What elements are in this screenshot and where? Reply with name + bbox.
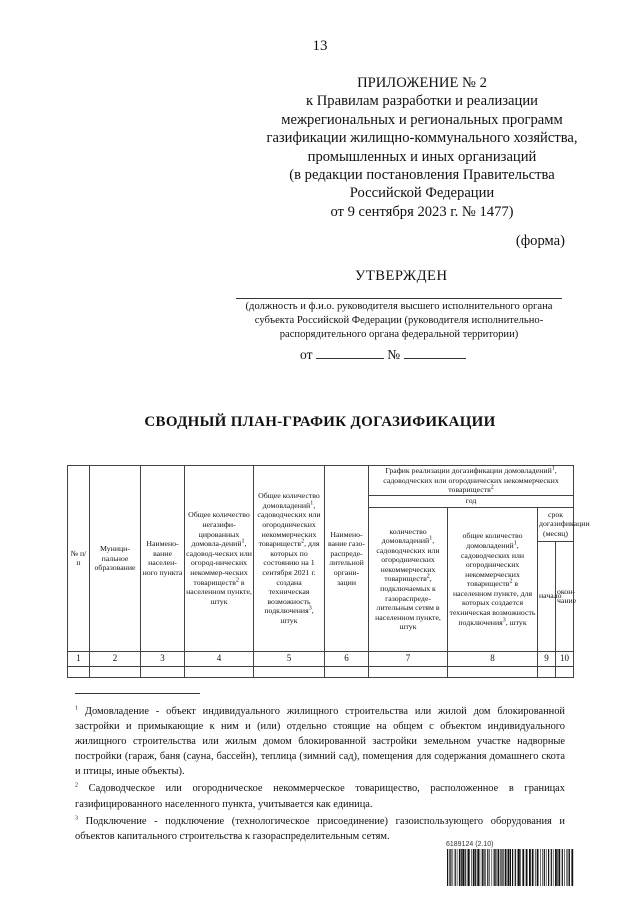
barcode-bar: [540, 849, 541, 886]
table-cell: [68, 666, 90, 677]
table-cell: [185, 666, 254, 677]
header-col-7: количество домовладений$^1$, садоводческих или огороднических некоммерческих товариществ$^2$, подключаемых к газораспреде-лительным сетям в населенном пункте, штук: [369, 507, 448, 651]
barcode-bar: [546, 849, 547, 886]
barcode-bar: [532, 849, 533, 886]
table-cell: [90, 666, 141, 677]
footnotes: [75, 704, 565, 846]
date-prefix: от: [300, 347, 313, 362]
barcode-bar: [571, 849, 573, 886]
barcode-bar: [568, 849, 569, 886]
barcode-bar: [553, 849, 554, 886]
footnote: $^3$ Подключение - подключение (технологическое присоединение) газоиспользующего оборудования и объектов капитального строительства к газораспределительным сетям.: [75, 815, 565, 842]
barcode-bar: [477, 849, 479, 886]
appendix-line: от 9 сентября 2023 г. № 1477): [330, 203, 514, 220]
table-cell: [325, 666, 369, 677]
number-blank: [404, 347, 466, 359]
signature-line: [236, 298, 562, 299]
column-number: 4: [185, 651, 254, 666]
document-title: СВОДНЫЙ ПЛАН-ГРАФИК ДОГАЗИФИКАЦИИ: [144, 414, 496, 430]
appendix-line: межрегиональных и региональных программ: [281, 111, 563, 128]
column-number: 9: [538, 651, 556, 666]
table-cell: [448, 666, 538, 677]
schedule-table: [67, 465, 590, 678]
footnote-separator: [75, 693, 200, 694]
date-blank: [316, 347, 384, 359]
barcode-bar: [562, 849, 563, 886]
form-label: (форма): [515, 233, 565, 249]
barcode-bar: [457, 849, 458, 886]
header-term: срок догазификации (месяц): [538, 507, 574, 541]
signature-caption: (должность и ф.и.о. руководителя высшего исполнительного органа субъекта Российской Федерации (руководителя исполнительно-распорядительного органа федеральной территории): [245, 301, 553, 340]
barcode-bar: [459, 849, 460, 886]
barcode-bar: [508, 849, 510, 886]
barcode-bar: [482, 849, 483, 886]
page-number: 13: [312, 38, 328, 54]
barcode-bar: [555, 849, 557, 886]
barcode-bar: [465, 849, 466, 886]
number-sign: №: [387, 347, 401, 362]
appendix-header: [232, 74, 612, 221]
header-col-6: Наимено-вание газо-распреде-лительной органи-зации: [325, 466, 369, 652]
approved-label: УТВЕРЖДЕН: [355, 268, 448, 284]
footnote: $^2$ Садоводческое или огородническое некоммерческое товарищество, расположенное в границах газифицированного населенного пункта, учитывается как единица.: [75, 783, 565, 810]
barcode-bar: [447, 849, 448, 886]
barcode-bar: [467, 849, 468, 886]
appendix-line: промышленных и иных организаций: [307, 148, 537, 165]
barcode-bar: [537, 849, 539, 886]
appendix-line: газификации жилищно-коммунального хозяйства,: [266, 130, 578, 147]
header-col-9: начало: [538, 541, 556, 651]
column-number: 1: [68, 651, 90, 666]
barcode-bar: [453, 849, 454, 886]
column-number: 8: [448, 651, 538, 666]
header-group-schedule: График реализации догазификации домовладений$^1$, садоводческих или огороднических некоммерческих товариществ$^2$: [369, 466, 574, 496]
table-cell: [556, 666, 574, 677]
barcode-bar: [548, 849, 549, 886]
barcode-image: [447, 849, 573, 886]
header-col-8: общее количество домовладений$^1$, садоводческих или огороднических некоммерческих товариществ$^2$ в населенном пункте, для которых создается техническая возможность подключения$^3$, штук: [448, 507, 538, 651]
barcode-bar: [480, 849, 481, 886]
header-col-10: окон-чание: [556, 541, 574, 651]
appendix-line: ПРИЛОЖЕНИЕ № 2: [357, 75, 487, 91]
barcode-bar: [517, 849, 518, 886]
column-number: 6: [325, 651, 369, 666]
barcode-bar: [518, 849, 520, 886]
barcode-bar: [462, 849, 464, 886]
column-number: 5: [254, 651, 325, 666]
footnote: $^1$ Домовладение - объект индивидуального жилищного строительства или жилой дом блокированной застройки и примыкающие к ним и (или) отдельно стоящие на общем с объектом индивидуального жилищного строительства или жилым домом блокированной застройки земельном участке надворные постройки (гараж, баня (сауна, бассейн), теплица (зимний сад), помещения для содержания домашнего скота и птицы, иные объекты).: [75, 705, 565, 778]
barcode-bar: [544, 849, 545, 886]
barcode-bar: [461, 849, 462, 886]
barcode-bar: [535, 849, 536, 886]
header-col-2: Муници-пальное образование: [90, 466, 141, 652]
barcode-bar: [529, 849, 531, 886]
column-number: 7: [369, 651, 448, 666]
appendix-line: Российской Федерации: [349, 185, 495, 202]
barcode-bar: [450, 849, 451, 886]
barcode-bar: [551, 849, 552, 886]
barcode-bar: [505, 849, 507, 886]
date-number-line: [300, 347, 466, 363]
barcode-bar: [501, 849, 502, 886]
column-number: 10: [556, 651, 574, 666]
header-col-4: Общее количество негазифи-цированных домовла-дений$^1$, садовод-ческих или огород-нических некоммер-ческих товариществ$^2$ в населенном пункте, штук: [185, 466, 254, 652]
barcode-bar: [473, 849, 475, 886]
barcode-bar: [526, 849, 528, 886]
barcode-bar: [512, 849, 513, 886]
barcode-bar: [515, 849, 516, 886]
table-cell: [538, 666, 556, 677]
barcode-bar: [510, 849, 511, 886]
table-row: [68, 666, 574, 677]
header-col-1: № п/п: [68, 466, 90, 652]
barcode-bar: [475, 849, 476, 886]
barcode-bar: [471, 849, 472, 886]
barcode-bar: [485, 849, 486, 886]
barcode-bar: [455, 849, 456, 886]
column-number-row: [68, 651, 574, 666]
barcode-bar: [492, 849, 493, 886]
column-number: 3: [141, 651, 185, 666]
barcode-bar: [542, 849, 543, 886]
barcode-bar: [534, 849, 535, 886]
barcode-bar: [558, 849, 560, 886]
header-col-5: Общее количество домовладений$^1$, садоводческих или огороднических некоммерческих товариществ$^2$, для которых по состоянию на 1 сентября 2021 г. создана техническая возможность подключения$^3$, штук: [254, 466, 325, 652]
appendix-line: к Правилам разработки и реализации: [306, 93, 538, 110]
table-cell: [254, 666, 325, 677]
table-cell: [141, 666, 185, 677]
barcode-bar: [494, 849, 495, 886]
barcode-bar: [500, 849, 501, 886]
barcode-bar: [487, 849, 488, 886]
appendix-line: (в редакции постановления Правительства: [289, 167, 555, 184]
barcode-bar: [489, 849, 490, 886]
barcode-bar: [495, 849, 496, 886]
barcode-bar: [498, 849, 500, 886]
barcode-bar: [522, 849, 524, 886]
barcode-bar: [557, 849, 558, 886]
barcode-bar: [567, 849, 568, 886]
barcode-bar: [483, 849, 484, 886]
header-year: год: [369, 495, 574, 507]
table-cell: [369, 666, 448, 677]
column-number: 2: [90, 651, 141, 666]
barcode-bar: [503, 849, 504, 886]
barcode-caption: 6189124 (2.10): [446, 841, 494, 848]
barcode-bar: [468, 849, 470, 886]
barcode-bar: [564, 849, 565, 886]
barcode-bar: [449, 849, 450, 886]
header-col-3: Наимено-вание населен-ного пункта: [141, 466, 185, 652]
barcode-bar: [520, 849, 521, 886]
barcode-bar: [569, 849, 570, 886]
